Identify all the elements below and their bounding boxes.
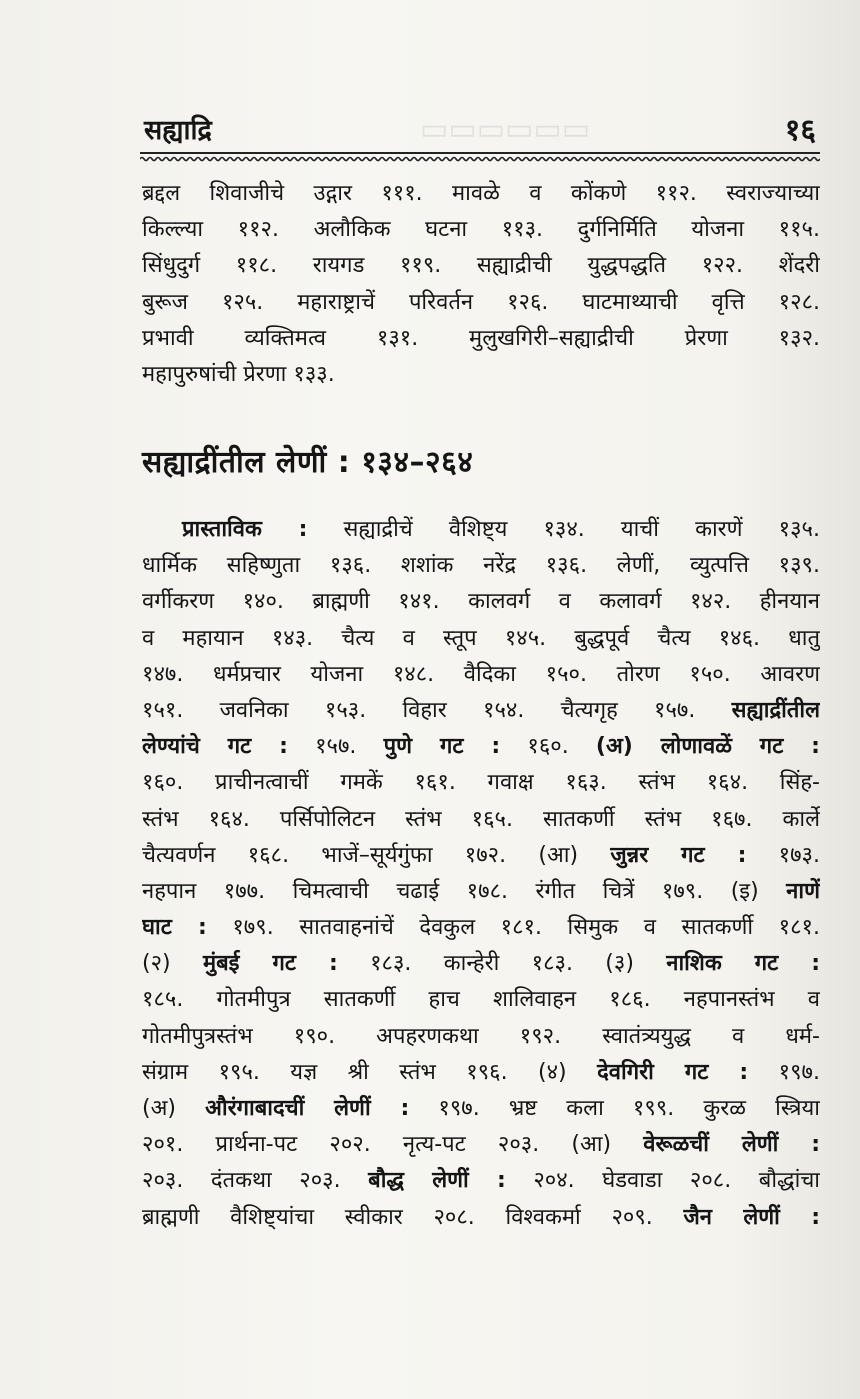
wavy-rule-divider bbox=[140, 150, 820, 164]
running-head bbox=[140, 108, 820, 148]
bold-topic: (अ) लोणावळें गट : bbox=[595, 734, 820, 760]
running-title: सह्याद्रि bbox=[144, 115, 212, 146]
text-line: बुरूज १२५. महाराष्ट्राचें परिवर्तन १२६. घाटमाथ्याची वृत्ति १२८. bbox=[142, 289, 820, 315]
bold-topic: औरंगाबादचीं लेणीं : bbox=[205, 1096, 410, 1121]
text-line: चैत्यवर्णन १६८. भाजें–सूर्यगुंफा १७२. (आ) जुन्नर गट : १७३. bbox=[142, 842, 820, 868]
text-line: महापुरुषांची प्रेरणा १३३. bbox=[142, 361, 335, 387]
text-line: (२) मुंबई गट : १८३. कान्हेरी १८३. (३) नाशिक गट : bbox=[142, 951, 820, 977]
text-line: लेण्यांचे गट : १५७. पुणे गट : १६०. (अ) लोणावळें गट : bbox=[142, 734, 820, 760]
section-heading: सह्याद्रींतील लेणीं : १३४–२६४ bbox=[142, 445, 474, 480]
text-line: किल्ल्या ११२. अलौकिक घटना ११३. दुर्गनिर्मिति योजना ११५. bbox=[142, 217, 820, 243]
bold-topic: जैन लेणीं : bbox=[683, 1204, 820, 1230]
show-through-heading: ▭▭▭▭▭▭ bbox=[420, 112, 591, 147]
bold-topic: जुन्नर गट : bbox=[610, 842, 747, 868]
text-line: वर्गीकरण १४०. ब्राह्मणी १४१. कालवर्ग व कलावर्ग १४२. हीनयान bbox=[142, 589, 820, 615]
text-line: व महायान १४३. चैत्य व स्तूप १४५. बुद्धपूर्व चैत्य १४६. धातु bbox=[142, 625, 820, 651]
intro-paragraph bbox=[142, 176, 820, 393]
bold-topic: नाणें bbox=[786, 878, 820, 904]
bold-topic: प्रास्ताविक : bbox=[182, 517, 308, 542]
text-line: १५१. जवनिका १५३. विहार १५४. चैत्यगृह १५७. सह्याद्रींतील bbox=[142, 697, 820, 723]
text-line: सिंधुदुर्ग ११८. रायगड ११९. सह्याद्रीची युद्धपद्धति १२२. शेंदरी bbox=[142, 253, 820, 279]
page-number: १६ bbox=[784, 113, 816, 148]
bold-topic: सह्याद्रींतील bbox=[731, 697, 820, 723]
text-line: धार्मिक सहिष्णुता १३६. शशांक नरेंद्र १३६. लेणीं, व्युत्पत्ति १३९. bbox=[142, 553, 820, 579]
text-line: प्रास्ताविक : सह्याद्रीचें वैशिष्ट्य १३४. याचीं कारणें १३५. bbox=[182, 517, 820, 542]
text-line: घाट : १७९. सातवाहनांचें देवकुल १८१. सिमुक व सातकर्णी १८१. bbox=[142, 915, 820, 941]
bold-topic: घाट : bbox=[142, 915, 207, 941]
text-line: गोतमीपुत्रस्तंभ १९०. अपहरणकथा १९२. स्वातंत्र्ययुद्ध व धर्म- bbox=[142, 1023, 820, 1049]
text-line: स्तंभ १६४. पर्सिपोलिटन स्तंभ १६५. सातकर्णी स्तंभ १६७. कार्ले bbox=[142, 806, 820, 832]
bold-topic: देवगिरी गट : bbox=[597, 1059, 749, 1085]
text-line: २०१. प्रार्थना-पट २०२. नृत्य-पट २०३. (आ) वेरूळचीं लेणीं : bbox=[142, 1132, 820, 1158]
text-line: १६०. प्राचीनत्वाचीं गमकें १६१. गवाक्ष १६३. स्तंभ १६४. सिंह- bbox=[142, 770, 820, 796]
bold-topic: नाशिक गट : bbox=[666, 951, 820, 977]
bold-topic: लेण्यांचे गट : bbox=[142, 734, 288, 760]
text-line: ब्रद्दल शिवाजीचे उद्गार १११. मावळे व कोंकणे ११२. स्वराज्याच्या bbox=[142, 181, 820, 206]
text-line: १८५. गोतमीपुत्र सातकर्णी हाच शालिवाहन १८६. नहपानस्तंभ व bbox=[142, 987, 820, 1013]
text-line: संग्राम १९५. यज्ञ श्री स्तंभ १९६. (४) देवगिरी गट : १९७. bbox=[142, 1059, 820, 1085]
text-line: नहपान १७७. चिमत्वाची चढाई १७८. रंगीत चित्रें १७९. (इ) नाणें bbox=[142, 878, 820, 904]
bold-topic: वेरूळचीं लेणीं : bbox=[643, 1132, 820, 1158]
text-line: २०३. दंतकथा २०३. बौद्ध लेणीं : २०४. घेडवाडा २०८. बौद्धांचा bbox=[142, 1168, 820, 1194]
text-line: १४७. धर्मप्रचार योजना १४८. वैदिका १५०. तोरण १५०. आवरण bbox=[142, 661, 820, 687]
bold-topic: मुंबई गट : bbox=[202, 951, 338, 977]
text-line: प्रभावी व्यक्तिमत्व १३१. मुलुखगिरी–सह्याद्रीची प्रेरणा १३२. bbox=[142, 325, 820, 351]
bold-topic: पुणे गट : bbox=[383, 734, 501, 760]
bold-topic: बौद्ध लेणीं : bbox=[368, 1168, 506, 1194]
contents-paragraph bbox=[142, 512, 820, 1236]
text-line: ब्राह्मणी वैशिष्ट्यांचा स्वीकार २०८. विश्वकर्मा २०९. जैन लेणीं : bbox=[142, 1204, 820, 1230]
text-line: (अ) औरंगाबादचीं लेणीं : १९७. भ्रष्ट कला १९९. कुरळ स्त्रिया bbox=[142, 1096, 820, 1121]
